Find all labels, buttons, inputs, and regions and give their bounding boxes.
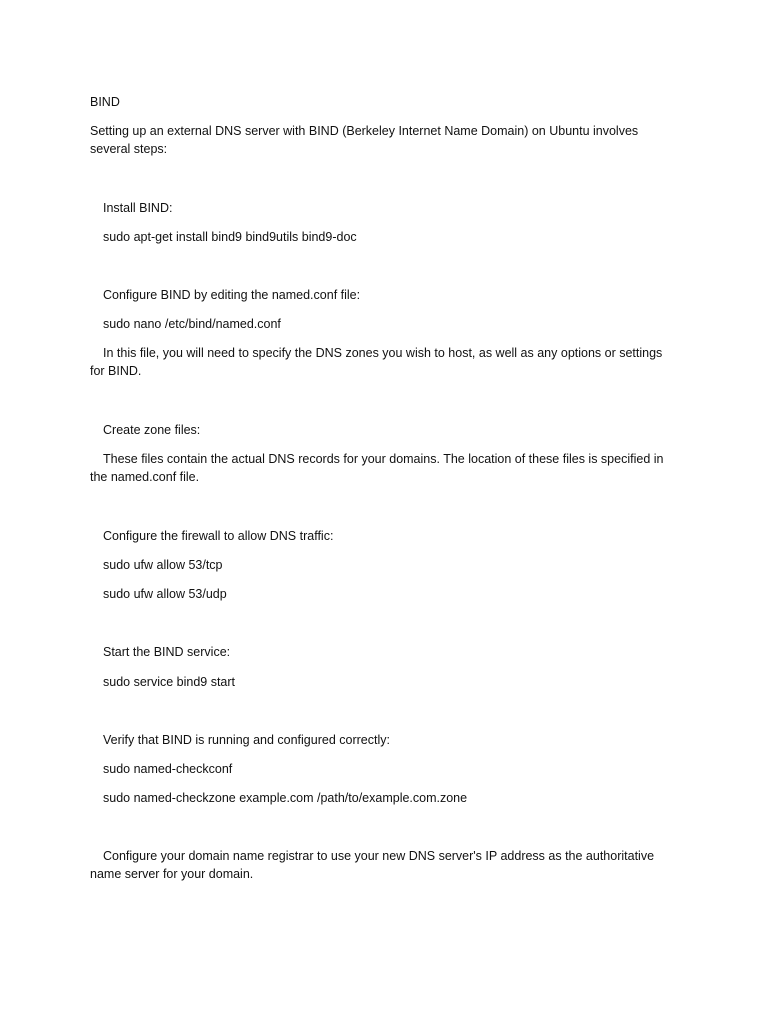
document-title: BIND [90, 95, 120, 109]
step-install-heading: Install BIND: [103, 201, 173, 215]
step-start-command: sudo service bind9 start [103, 675, 236, 689]
step-zone-note: These files contain the actual DNS records for your domains. The location of these files is specified in the named.conf file. [90, 452, 664, 484]
step-verify-command-conf: sudo named-checkconf [103, 762, 233, 776]
step-firewall-command-udp: sudo ufw allow 53/udp [103, 587, 227, 601]
step-firewall-heading: Configure the firewall to allow DNS traffic: [103, 529, 334, 543]
step-verify-command-zone: sudo named-checkzone example.com /path/to/example.com.zone [103, 791, 468, 805]
step-install-command: sudo apt-get install bind9 bind9utils bind9-doc [103, 230, 357, 244]
step-verify-heading: Verify that BIND is running and configured correctly: [103, 733, 390, 747]
intro-paragraph: Setting up an external DNS server with BIND (Berkeley Internet Name Domain) on Ubuntu involves several steps: [90, 124, 639, 156]
step-firewall-command-tcp: sudo ufw allow 53/tcp [103, 558, 223, 572]
step-configure-command: sudo nano /etc/bind/named.conf [103, 317, 281, 331]
step-start-heading: Start the BIND service: [103, 645, 231, 659]
step-configure-note: In this file, you will need to specify the DNS zones you wish to host, as well as any options or settings for BIND. [90, 346, 663, 378]
step-configure-heading: Configure BIND by editing the named.conf file: [103, 288, 361, 302]
step-registrar-note: Configure your domain name registrar to use your new DNS server's IP address as the authoritative name server for your domain. [90, 849, 655, 881]
step-zone-heading: Create zone files: [103, 423, 201, 437]
